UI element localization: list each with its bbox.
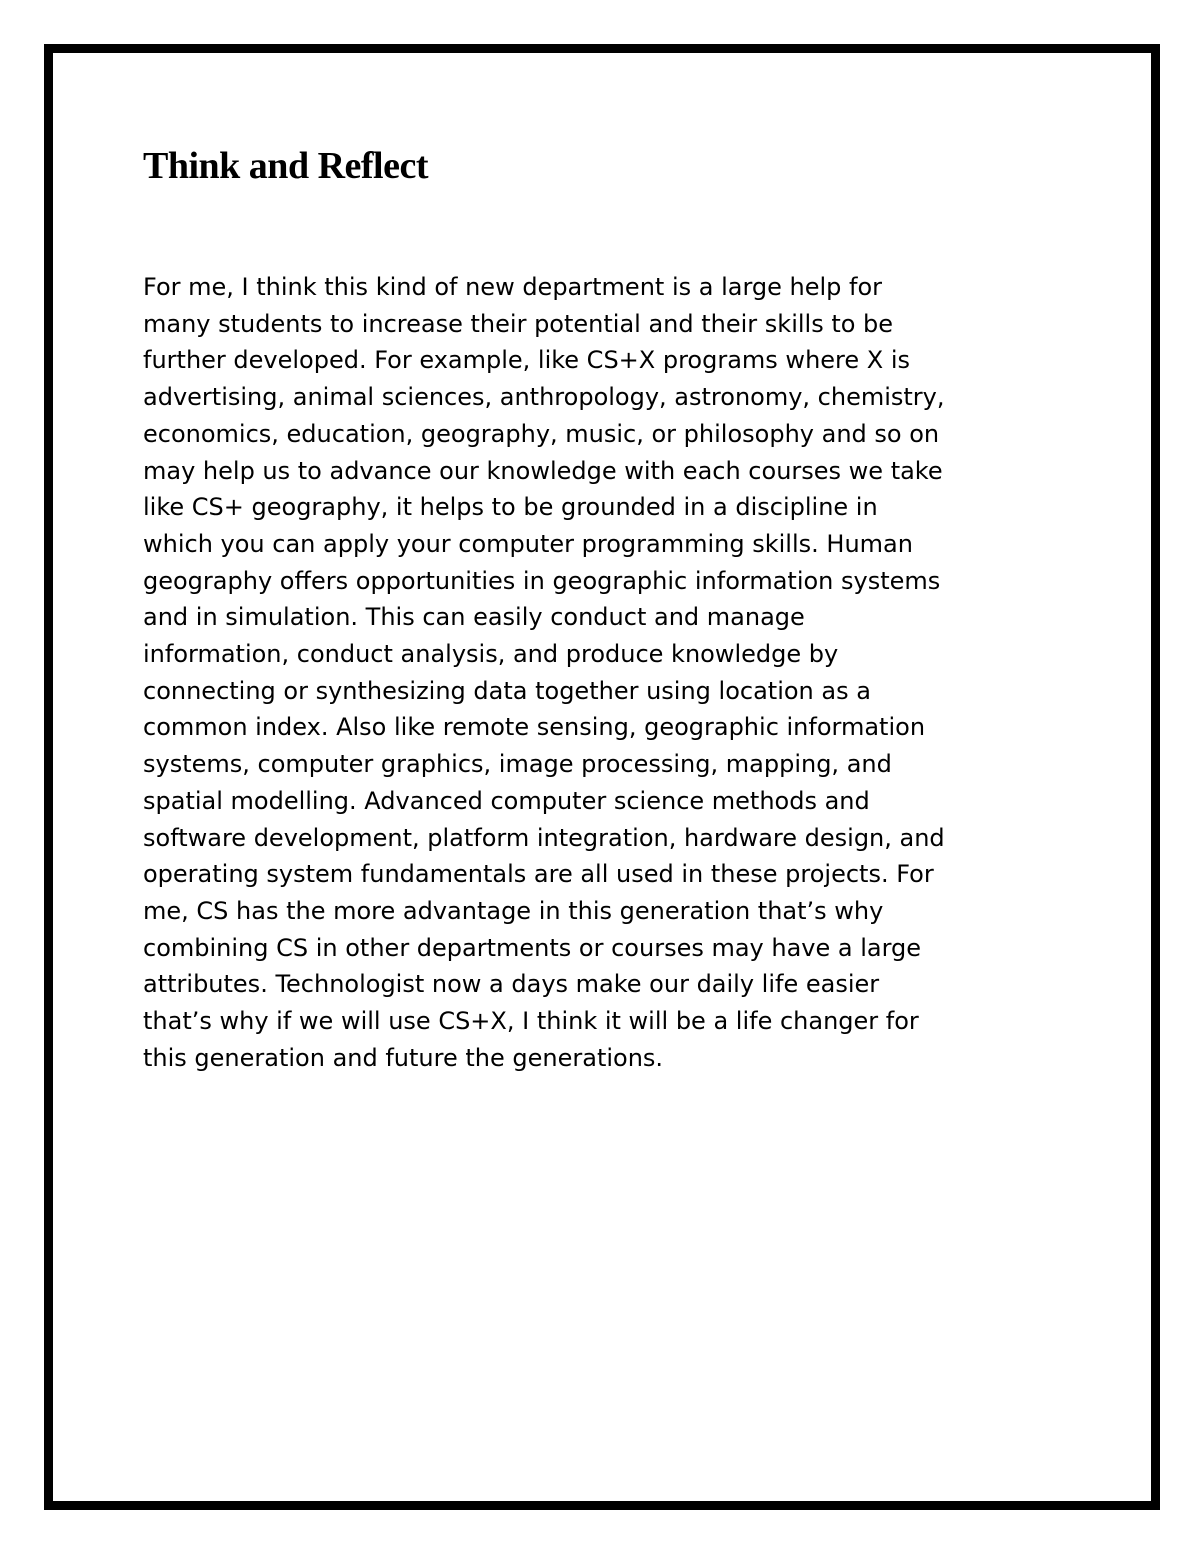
paragraph-line: advertising, animal sciences, anthropology, astronomy, chemistry, [143, 383, 945, 412]
paragraph-line: common index. Also like remote sensing, geographic information [143, 713, 926, 742]
paragraph-line: that’s why if we will use CS+X, I think it will be a life changer for [143, 1007, 919, 1036]
paragraph-line: economics, education, geography, music, or philosophy and so on [143, 419, 940, 448]
paragraph-line: For me, I think this kind of new department is a large help for [143, 273, 883, 301]
page-title: Think and Reflect [143, 145, 428, 187]
paragraph-line: further developed. For example, like CS+X programs where X is [143, 346, 911, 375]
paragraph-line: information, conduct analysis, and produce knowledge by [143, 640, 839, 669]
paragraph-line: combining CS in other departments or courses may have a large [143, 933, 922, 962]
paragraph-line: operating system fundamentals are all used in these projects. For [143, 860, 934, 889]
paragraph-line: geography offers opportunities in geographic information systems [143, 566, 941, 595]
paragraph-line: systems, computer graphics, image processing, mapping, and [143, 750, 892, 779]
paragraph-line: spatial modelling. Advanced computer science methods and [143, 786, 870, 815]
paragraph-line: connecting or synthesizing data together using location as a [143, 676, 871, 705]
reflection-paragraph [143, 269, 1073, 1076]
paragraph-line: attributes. Technologist now a days make our daily life easier [143, 970, 880, 999]
paragraph-line: this generation and future the generations. [143, 1043, 664, 1072]
paragraph-line: and in simulation. This can easily conduct and manage [143, 603, 805, 632]
paragraph-line: software development, platform integration, hardware design, and [143, 823, 945, 852]
paragraph-line: like CS+ geography, it helps to be grounded in a discipline in [143, 493, 878, 522]
paragraph-line: many students to increase their potential and their skills to be [143, 309, 894, 338]
paragraph-line: which you can apply your computer programming skills. Human [143, 529, 913, 558]
paragraph-line: may help us to advance our knowledge with each courses we take [143, 456, 943, 485]
paragraph-line: me, CS has the more advantage in this generation that’s why [143, 896, 884, 925]
